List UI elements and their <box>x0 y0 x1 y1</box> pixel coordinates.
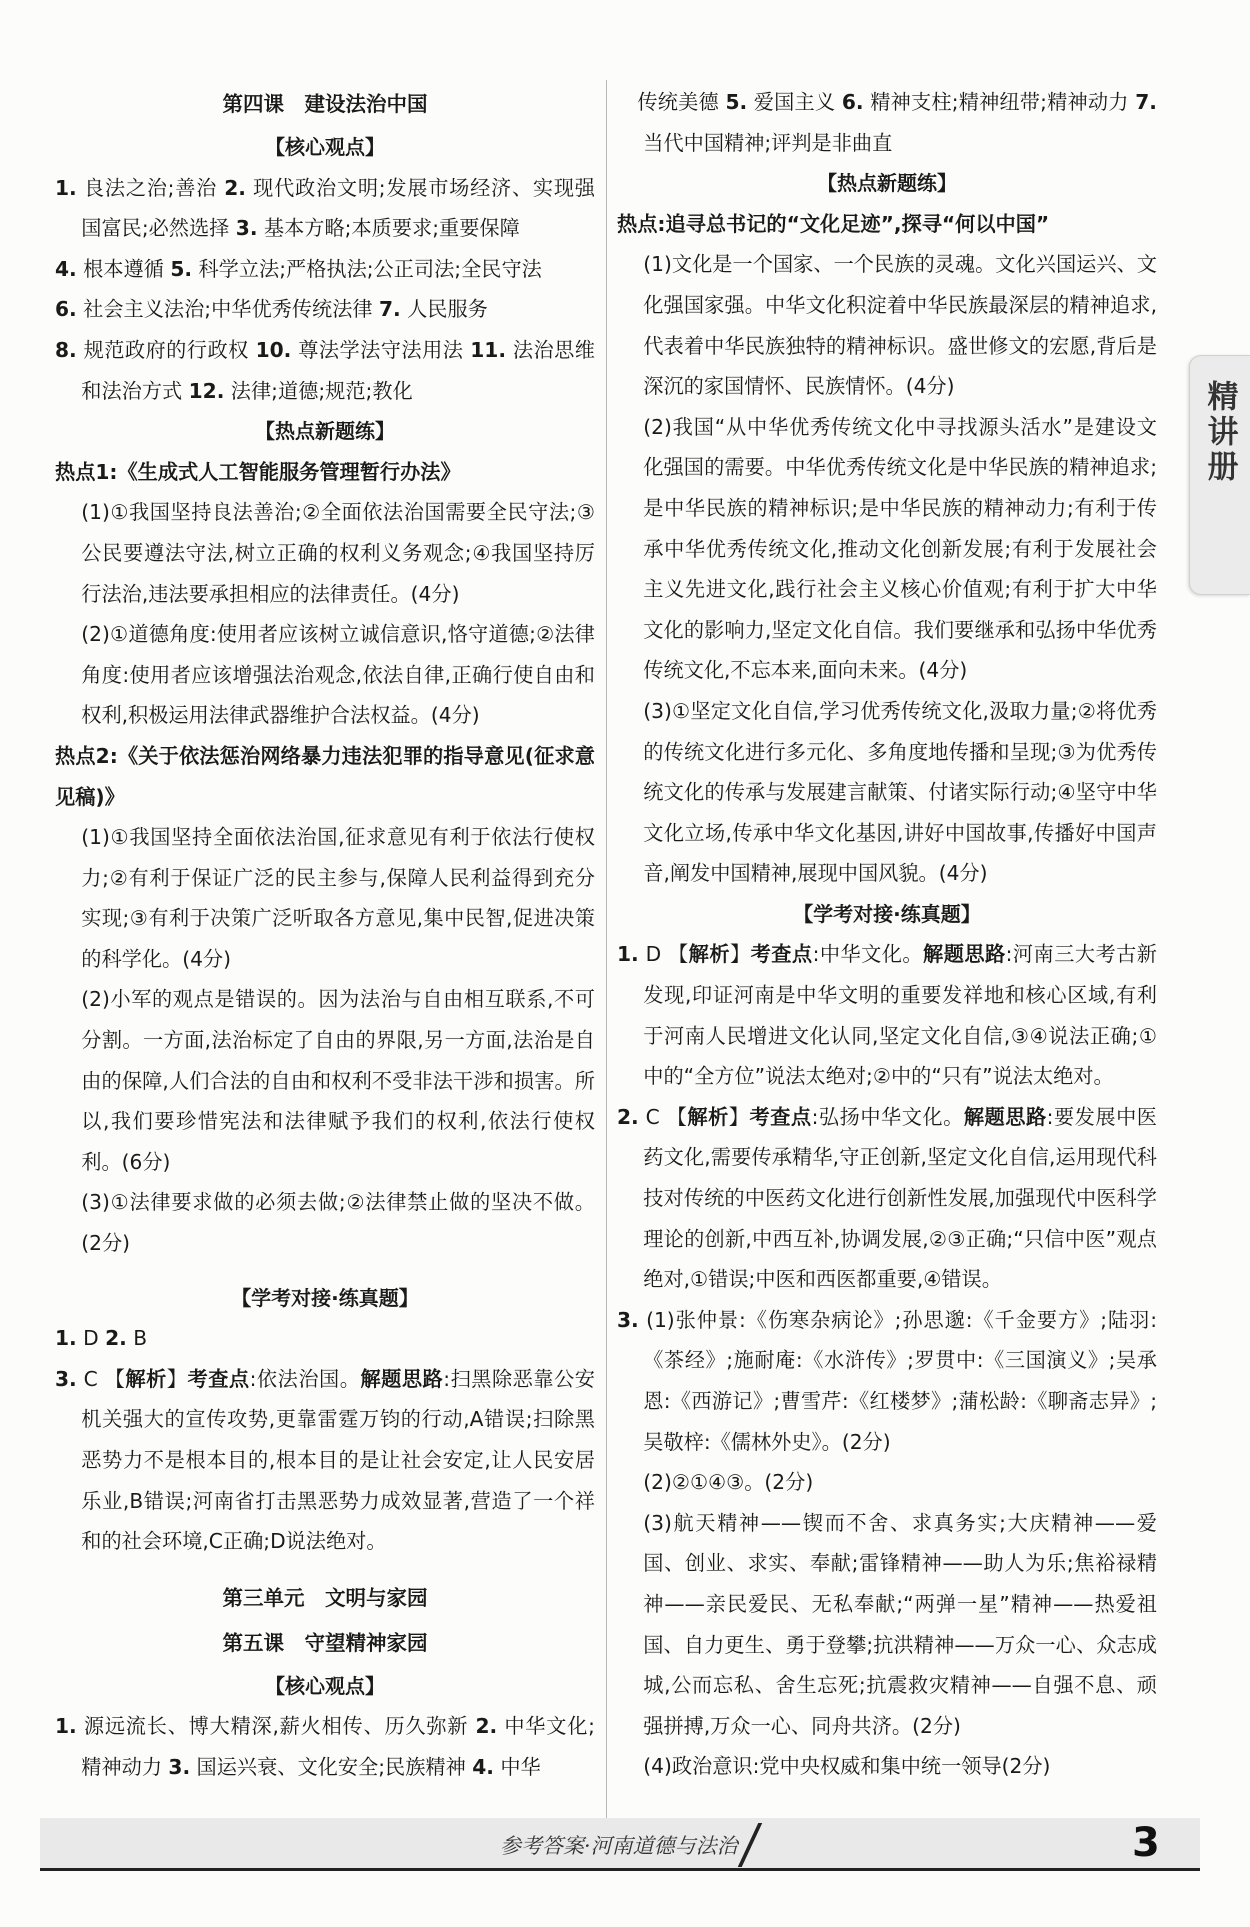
right-column <box>617 82 1157 1787</box>
column-divider <box>606 80 607 1820</box>
bold-label: 考查点 <box>187 1366 250 1391</box>
item-number: 4. <box>55 256 77 281</box>
bold-label: 解析 <box>125 1366 167 1391</box>
item-number: 7. <box>378 297 401 322</box>
section-heading: 【学考对接·练真题】 <box>231 1285 419 1310</box>
text-run: 】 <box>729 942 751 967</box>
text-run: D <box>76 1326 106 1351</box>
item-number: 8. <box>55 337 77 362</box>
text-run: 社会主义法治;中华优秀传统法律 <box>76 297 379 322</box>
bold-label: 考查点 <box>749 1104 812 1129</box>
text-run: 国运兴衰、文化安全;民族精神 <box>190 1754 473 1779</box>
text-run: (1)张仲景:《伤寒杂病论》;孙思邈:《千金要方》;陆羽:《茶经》;施耐庵:《水浒传》;罗贯中:《三国演义》;吴承恩:《西游记》;曹雪芹:《红楼梦》;蒲松龄:《聊斋志异》;吴敬梓:《儒林外史》。(2分) <box>638 1307 1157 1454</box>
text-run: 基本方略;本质要求;重要保障 <box>257 216 520 241</box>
section-heading: 【核心观点】 <box>265 135 385 159</box>
item-number: 2. <box>105 1326 127 1351</box>
section-tab-label: 精讲册 <box>1201 380 1238 485</box>
text-run: (2)小军的观点是错误的。因为法治与自由相互联系,不可分割。一方面,法治标定了自由的界限,另一方面,法治是自由的保障,人们合法的自由和权利不受非法干涉和损害。所以,我们要珍惜宪法和法律赋予我们的权利,依法行使权利。(6分) <box>81 987 595 1174</box>
item-number: 1. <box>55 1326 77 1351</box>
bold-label: 解析 <box>687 1104 729 1129</box>
answer-paragraph <box>55 249 595 290</box>
item-number: 2. <box>475 1714 498 1739</box>
bold-label: 热点1:《生成式人工智能服务管理暂行办法》 <box>55 459 461 484</box>
answer-paragraph <box>617 1746 1157 1787</box>
item-number: 5. <box>725 90 748 114</box>
text-run: 当代中国精神;评判是非曲直 <box>643 130 893 155</box>
text-run: (4)政治意识:党中央权威和集中统一领导(2分) <box>643 1754 1051 1779</box>
bold-label: 解题思路 <box>360 1366 444 1391</box>
text-run: D 【 <box>638 942 689 967</box>
answer-paragraph <box>55 817 595 979</box>
bold-label: 解析 <box>688 942 730 967</box>
text-run: :要发展中医药文化,需要传承精华,守正创新,坚定文化自信,运用现代科技对传统的中医药文化进行创新性发展,加强现代中医科学理论的创新,中西互补,协调发展,②③正确;“只信中医”观点绝对,①错误;中医和西医都重要,④错误。 <box>643 1104 1157 1292</box>
section-heading: 【学考对接·练真题】 <box>793 901 981 926</box>
answer-paragraph <box>55 330 595 411</box>
bold-label: 热点:追寻总书记的“文化足迹”,探寻“何以中国” <box>617 211 1050 236</box>
item-number: 1. <box>55 175 77 200</box>
item-number: 6. <box>55 297 77 322</box>
page-number: 3 <box>1132 1820 1160 1866</box>
text-run: (2)②①④③。(2分) <box>643 1470 814 1495</box>
answer-paragraph <box>55 168 595 249</box>
item-number: 5. <box>170 256 193 281</box>
section-heading: 【核心观点】 <box>265 1673 385 1698</box>
answer-paragraph <box>55 979 595 1182</box>
item-number: 3. <box>55 1366 77 1391</box>
page-footer <box>0 1818 1250 1900</box>
item-number: 2. <box>224 175 246 200</box>
text-run: :河南三大考古新发现,印证河南是中华文明的重要发祥地和核心区域,有利于河南人民增进文化认同,坚定文化自信,③④说法正确;①中的“全方位”说法太绝对;②中的“只有”说法太绝对。 <box>643 942 1157 1089</box>
text-run: B <box>126 1326 148 1351</box>
spacer <box>55 1562 595 1576</box>
text-run: 良法之治;善治 <box>76 175 225 200</box>
item-number: 2. <box>617 1104 639 1129</box>
text-run: (1)①我国坚持全面依法治国,征求意见有利于依法行使权力;②有利于保证广泛的民主参与,保障人民利益得到充分实现;③有利于决策广泛听取各方意见,集中民智,促进决策的科学化。(4分) <box>81 825 595 971</box>
item-number: 12. <box>188 378 225 403</box>
text-run: 规范政府的行政权 <box>76 337 256 362</box>
text-run: 法治思维和法治方式 <box>81 337 595 403</box>
section-title: 第三单元 文明与家园 <box>222 1585 428 1610</box>
text-run: C 【 <box>638 1104 688 1129</box>
text-run: 爱国主义 <box>747 90 842 114</box>
section-title: 第四课 建设法治中国 <box>222 92 428 116</box>
item-number: 4. <box>472 1754 494 1779</box>
text-run: (2)我国“从中华优秀传统文化中寻找源头活水”是建设文化强国的需要。中华优秀传统文化是中华民族的精神追求;是中华民族的精神标识;是中华民族的精神动力;有利于传承中华优秀传统文化,推动文化创新发展;有利于发展社会主义先进文化,践行社会主义核心价值观;有利于扩大中华文化的影响力,坚定文化自信。我们要继承和弘扬中华优秀传统文化,不忘本来,面向未来。(4分) <box>643 414 1157 683</box>
text-run: C 【 <box>76 1366 126 1391</box>
text-run: 根本遵循 <box>76 256 171 281</box>
text-run: 人民服务 <box>400 297 488 322</box>
answer-paragraph <box>617 934 1157 1096</box>
answer-paragraph <box>55 614 595 736</box>
answer-paragraph <box>55 736 595 817</box>
text-run: 科学立法;严格执法;公正司法;全民守法 <box>192 256 542 281</box>
text-run: 精神支柱;精神纽带;精神动力 <box>863 90 1136 114</box>
section-title: 第五课 守望精神家园 <box>222 1630 428 1655</box>
bold-label: 解题思路 <box>963 1104 1047 1129</box>
text-run: (1)①我国坚持良法善治;②全面依法治国需要全民守法;③公民要遵法守法,树立正确的权利义务观念;④我国坚持厉行法治,违法要承担相应的法律责任。(4分) <box>81 500 595 606</box>
text-run: :中华文化。 <box>812 942 924 967</box>
text-run: :弘扬中华文化。 <box>811 1104 964 1129</box>
answer-paragraph <box>55 289 595 330</box>
section-heading: 【热点新题练】 <box>817 171 957 196</box>
footer-text: 参考答案·河南道德与法治 <box>500 1834 738 1858</box>
item-number: 3. <box>168 1754 191 1779</box>
spacer <box>55 1264 595 1278</box>
text-run: (1)文化是一个国家、一个民族的灵魂。文化兴国运兴、文化强国家强。中华文化积淀着中华民族最深层的精神追求,代表着中华民族独特的精神标识。盛世修文的宏愿,背后是深沉的家国情怀、民族情怀。(4分) <box>643 252 1157 399</box>
section-tab[interactable] <box>1189 355 1250 595</box>
answer-paragraph <box>617 244 1157 406</box>
bold-label: 热点2:《关于依法惩治网络暴力违法犯罪的指导意见(征求意见稿)》 <box>55 743 595 809</box>
section-heading: 【热点新题练】 <box>255 419 395 444</box>
text-run: 中华文化;精神动力 <box>81 1714 595 1779</box>
answer-paragraph <box>55 452 595 493</box>
answer-paragraph <box>617 1503 1157 1747</box>
answer-paragraph <box>55 1359 595 1562</box>
answer-paragraph <box>55 1318 595 1359</box>
answer-paragraph <box>55 492 595 614</box>
bold-label: 解题思路 <box>923 942 1006 967</box>
answer-paragraph <box>55 1182 595 1263</box>
text-run: (2)①道德角度:使用者应该树立诚信意识,恪守道德;②法律角度:使用者应该增强法治观念,依法自律,正确行使自由和权利,积极运用法律武器维护合法权益。(4分) <box>81 622 595 728</box>
answer-paragraph <box>617 1300 1157 1462</box>
item-number: 3. <box>235 216 258 241</box>
answer-paragraph <box>617 1097 1157 1300</box>
text-run: (3)航天精神——锲而不舍、求真务实;大庆精神——爱国、创业、求实、奉献;雷锋精神——助人为乐;焦裕禄精神——亲民爱民、无私奉献;“两弹一星”精神——热爱祖国、自力更生、勇于登攀;抗洪精神——万众一心、众志成城,公而忘私、舍生忘死;抗震救灾精神——自强不息、顽强拼搏,万众一心、同舟共济。(2分) <box>643 1510 1157 1738</box>
footer-rule <box>40 1868 1200 1871</box>
text-run: :扫黑除恶靠公安机关强大的宣传攻势,更靠雷霆万钧的行动,A错误;扫除黑恶势力不是根本目的,根本目的是让社会安定,让人民安居乐业,B错误;河南省打击黑恶势力成效显著,营造了一个祥和的社会环境,C正确;D说法绝对。 <box>81 1366 595 1554</box>
text-run: 传统美德 <box>617 90 726 114</box>
text-run: (3)①坚定文化自信,学习优秀传统文化,汲取力量;②将优秀的传统文化进行多元化、多角度地传播和呈现;③为优秀传统文化的传承与发展建言献策、付诸实际行动;④坚守中华文化立场,传承中华文化基因,讲好中国故事,传播好中国声音,阐发中国精神,展现中国风貌。(4分) <box>643 698 1157 886</box>
text-run: :依法治国。 <box>249 1366 361 1391</box>
bold-label: 考查点 <box>750 942 813 967</box>
item-number: 1. <box>55 1714 77 1739</box>
answer-paragraph <box>617 1462 1157 1503</box>
item-number: 11. <box>470 337 506 362</box>
text-run: 现代政治文明;发展市场经济、实现强国富民;必然选择 <box>81 175 595 241</box>
text-run: 源远流长、博大精深,薪火相传、历久弥新 <box>76 1714 476 1739</box>
item-number: 3. <box>617 1307 639 1332</box>
item-number: 7. <box>1135 90 1157 114</box>
text-run: 中华 <box>493 1754 541 1779</box>
answer-paragraph <box>55 1706 595 1787</box>
text-run: 】 <box>728 1104 750 1129</box>
text-run: (3)①法律要求做的必须去做;②法律禁止做的坚决不做。(2分) <box>81 1190 595 1256</box>
answer-paragraph <box>617 82 1157 163</box>
item-number: 10. <box>255 337 292 362</box>
text-run: 法律;道德;规范;教化 <box>224 378 413 403</box>
text-run: 】 <box>166 1366 188 1391</box>
answer-paragraph <box>617 204 1157 245</box>
item-number: 1. <box>617 942 639 967</box>
item-number: 6. <box>841 90 864 114</box>
left-column <box>55 82 595 1788</box>
answer-paragraph <box>617 691 1157 894</box>
text-run: 尊法学法守法用法 <box>291 337 471 362</box>
answer-paragraph <box>617 407 1157 691</box>
